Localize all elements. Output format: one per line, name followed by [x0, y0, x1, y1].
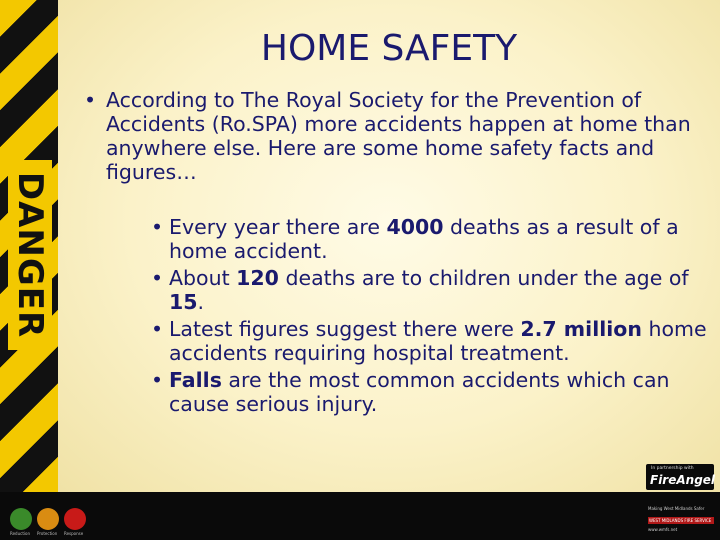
- bullet-icon: •: [151, 215, 164, 239]
- list-item: • Every year there are 4000 deaths as a result of a home accident.: [151, 215, 679, 263]
- list-item: • About 120 deaths are to children under the age of 15.: [151, 266, 689, 314]
- light-label-protection: Protection: [37, 531, 58, 536]
- wmfs-tagline: Making West Midlands Safer: [648, 506, 705, 511]
- red-light-icon: [64, 508, 86, 530]
- bullet-icon: •: [151, 266, 164, 290]
- intro-text: According to The Royal Society for the Prevention of Accidents (Ro.SPA) more accidents happen at home than anywhere else. Here are some home safety facts and figures…: [106, 88, 691, 184]
- slide-title: HOME SAFETY: [260, 28, 518, 69]
- list-item: • Latest figures suggest there were 2.7 million home accidents requiring hospital treatment.: [151, 317, 707, 365]
- content-area: [58, 0, 720, 492]
- partner-caption: In partnership with: [651, 466, 694, 471]
- danger-label: DANGER: [10, 171, 50, 339]
- facts-list: [151, 215, 711, 419]
- bullet-icon: •: [151, 368, 164, 392]
- light-label-response: Response: [64, 531, 84, 536]
- footer-bar: [0, 492, 720, 540]
- bullet-icon: •: [151, 317, 164, 341]
- bullet-icon: •: [84, 88, 97, 112]
- list-item: • Falls are the most common accidents which can cause serious injury.: [151, 368, 670, 416]
- wmfs-url: www.wmfs.net: [648, 527, 678, 532]
- wmfs-logo: [648, 506, 714, 536]
- green-light-icon: [10, 508, 32, 530]
- amber-light-icon: [37, 508, 59, 530]
- intro-bullet: [84, 88, 704, 184]
- fireangel-logo: FireAngel: [650, 473, 716, 487]
- partner-logo: [646, 464, 714, 490]
- wmfs-name: WEST MIDLANDS FIRE SERVICE: [648, 517, 714, 524]
- light-label-reduction: Reduction: [10, 531, 30, 536]
